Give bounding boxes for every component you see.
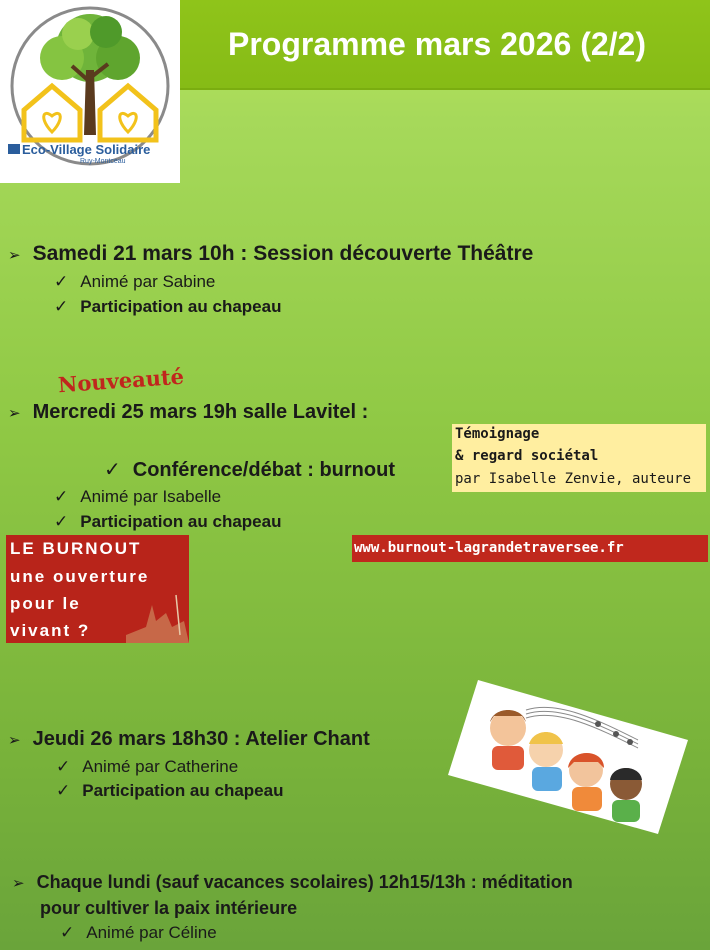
singing-children-icon: [448, 680, 688, 834]
logo-subtitle: Ruy-Montceau: [80, 158, 126, 165]
event-2-title: Mercredi 25 mars 19h salle Lavitel :: [32, 401, 369, 423]
book-title-line: vivant ?: [10, 621, 91, 640]
event-2-item: [54, 512, 281, 532]
event-4-title-line1: Chaque lundi (sauf vacances scolaires) 12h15/13h : méditation: [36, 872, 573, 892]
check-bullet-icon: ✓: [60, 923, 75, 942]
event-3-item: [56, 781, 283, 801]
arrow-bullet-icon: ➢: [8, 247, 21, 264]
event-2-subtitle-text: Conférence/débat : burnout: [132, 459, 395, 481]
check-bullet-icon: ✓: [54, 487, 69, 506]
event-1-item: [54, 272, 215, 292]
event-1-host: Animé par Sabine: [80, 272, 216, 291]
arrow-bullet-icon: ➢: [8, 405, 21, 422]
event-3-host: Animé par Catherine: [82, 757, 239, 776]
event-1-item: [54, 297, 281, 317]
speaker-badge-line: Témoignage: [455, 426, 540, 442]
website-link[interactable]: www.burnout-lagrandetraversee.fr: [352, 535, 708, 562]
event-3-item: [56, 757, 238, 777]
event-3-price: Participation au chapeau: [82, 781, 284, 800]
event-2-subtitle: [104, 457, 395, 482]
event-2-host: Animé par Isabelle: [80, 487, 222, 506]
event-4-title-line2: pour cultiver la paix intérieure: [40, 898, 298, 918]
arrow-bullet-icon: ➢: [8, 732, 21, 749]
logo: [0, 0, 180, 183]
event-1-heading: [8, 242, 533, 266]
speaker-badge-line: par Isabelle Zenvie, auteure: [455, 471, 692, 487]
book-title-line: LE BURNOUT: [10, 539, 142, 558]
book-title-line: pour le: [10, 594, 81, 613]
check-bullet-icon: ✓: [56, 781, 71, 800]
logo-name: Eco-Village Solidaire: [22, 142, 151, 157]
new-tag: Nouveauté: [57, 363, 185, 398]
check-bullet-icon: ✓: [56, 757, 71, 776]
event-3-title: Jeudi 26 mars 18h30 : Atelier Chant: [32, 728, 370, 750]
speaker-badge-line: & regard sociétal: [455, 448, 599, 464]
event-1-title: Samedi 21 mars 10h : Session découverte Théâtre: [32, 242, 534, 265]
check-bullet-icon: ✓: [54, 272, 69, 291]
check-bullet-icon: ✓: [104, 459, 121, 481]
book-title-line: une ouverture: [10, 567, 150, 586]
event-2-price: Participation au chapeau: [80, 512, 282, 531]
check-bullet-icon: ✓: [54, 297, 69, 316]
event-4-heading: [12, 872, 573, 893]
event-3-heading: [8, 728, 370, 751]
event-1-price: Participation au chapeau: [80, 297, 282, 316]
event-2-heading: [8, 401, 368, 424]
event-2-item: [54, 487, 221, 507]
book-cover: [6, 535, 189, 643]
page-title: Programme mars 2026 (2/2): [228, 26, 646, 62]
speaker-badge: [452, 424, 706, 492]
singing-children-image: [448, 680, 688, 834]
arrow-bullet-icon: ➢: [12, 875, 25, 892]
event-4-host: Animé par Céline: [86, 923, 217, 942]
check-bullet-icon: ✓: [54, 512, 69, 531]
event-4-item: [60, 923, 217, 943]
